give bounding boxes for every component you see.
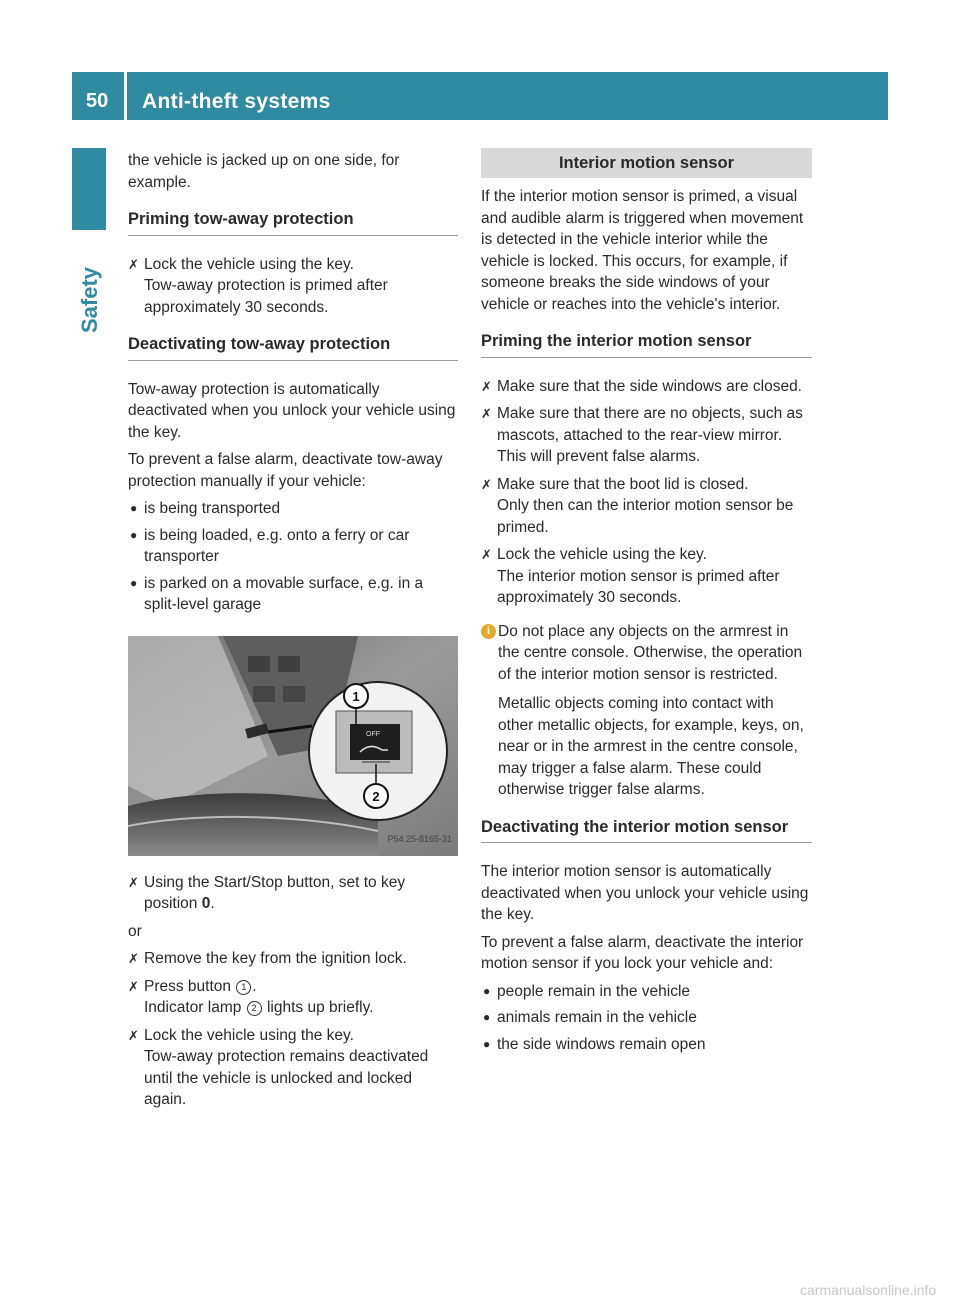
step-text: Press button bbox=[144, 977, 232, 995]
info-icon: i bbox=[481, 624, 496, 639]
callout-2-inline: 2 bbox=[247, 1001, 262, 1016]
arrow-x-icon: ✗ bbox=[481, 378, 492, 394]
note-text: Do not place any objects on the armrest in the centre console. Otherwise, the operation of the interior motion sensor is restricted. bbox=[498, 622, 803, 683]
bullet-r-icon: ● bbox=[130, 527, 138, 542]
list-item-text: people remain in the vehicle bbox=[497, 982, 691, 1000]
callout-2: 2 bbox=[372, 788, 380, 804]
step-item bbox=[128, 1025, 458, 1111]
list-item bbox=[481, 981, 812, 1003]
arrow-x-icon: ✗ bbox=[128, 1027, 139, 1043]
step-text: Using the Start/Stop button, set to key position bbox=[144, 873, 406, 912]
step-text: Make sure that there are no objects, such as mascots, attached to the rear-view mirror. bbox=[497, 405, 803, 444]
bullet-r-icon: ● bbox=[483, 1036, 491, 1051]
step-text: Remove the key from the ignition lock. bbox=[144, 950, 407, 967]
list-item bbox=[128, 525, 458, 568]
step-result: Tow-away protection remains deactivated until the vehicle is unlocked and locked again. bbox=[144, 1048, 429, 1108]
step-result: Indicator lamp bbox=[144, 999, 242, 1016]
list-item-text: is being loaded, e.g. onto a ferry or car transporter bbox=[144, 526, 410, 565]
body-paragraph: To prevent a false alarm, deactivate tow-away protection manually if your vehicle: bbox=[128, 451, 443, 490]
arrow-x-icon: ✗ bbox=[128, 951, 139, 966]
priming-sensor-heading: Priming the interior motion sensor bbox=[481, 331, 812, 358]
step-item: ✗ Using the Start/Stop button, set to key position 0. bbox=[128, 873, 406, 912]
step-item bbox=[128, 976, 458, 1019]
deactivating-sensor-heading: Deactivating the interior motion sensor bbox=[481, 817, 812, 844]
right-column bbox=[481, 150, 812, 1060]
body-paragraph: To prevent a false alarm, deactivate the interior motion sensor if you lock your vehicle and: bbox=[481, 933, 804, 972]
step-result: Only then can the interior motion sensor be primed. bbox=[497, 497, 794, 536]
list-item-text: is being transported bbox=[144, 500, 281, 517]
header-divider bbox=[124, 72, 127, 120]
list-item-text: animals remain in the vehicle bbox=[497, 1009, 697, 1026]
interior-motion-sensor-heading: Interior motion sensor bbox=[481, 148, 812, 178]
arrow-x-icon: ✗ bbox=[128, 256, 139, 272]
arrow-x-icon: ✗ bbox=[481, 476, 492, 492]
step-result: Tow-away protection is primed after approximately 30 seconds. bbox=[144, 277, 388, 316]
side-tab-label: Safety bbox=[77, 266, 102, 334]
step-text: Make sure that the boot lid is closed. bbox=[497, 475, 749, 493]
watermark: carmanualsonline.info bbox=[800, 1282, 937, 1298]
side-tab-block bbox=[72, 148, 106, 230]
priming-tow-away-heading: Priming tow-away protection bbox=[128, 209, 458, 236]
callout-1: 1 bbox=[352, 688, 360, 704]
step-item bbox=[128, 254, 458, 319]
page-title: Anti-theft systems bbox=[142, 90, 331, 113]
step-result: This will prevent false alarms. bbox=[497, 448, 701, 465]
list-item bbox=[481, 1034, 812, 1056]
list-item bbox=[128, 498, 458, 520]
tow-away-button-photo bbox=[128, 636, 458, 856]
deactivating-tow-away-heading: Deactivating tow-away protection bbox=[128, 334, 458, 361]
list-item bbox=[128, 573, 458, 616]
step-result: The interior motion sensor is primed after approximately 30 seconds. bbox=[497, 567, 780, 606]
intro-text: the vehicle is jacked up on one side, for example. bbox=[128, 152, 400, 191]
side-tab bbox=[70, 245, 110, 355]
list-item-text: the side windows remain open bbox=[497, 1035, 706, 1053]
switch-label: OFF bbox=[366, 730, 380, 738]
list-item-text: is parked on a movable surface, e.g. in a split-level garage bbox=[144, 574, 424, 613]
figure-code: P54.25-8165-31 bbox=[387, 834, 452, 844]
step-text: Lock the vehicle using the key. bbox=[497, 546, 707, 563]
photo-illustration bbox=[128, 636, 458, 856]
step-text-end: . bbox=[252, 977, 257, 995]
bullet-r-icon: ● bbox=[130, 501, 138, 515]
step-result: lights up briefly. bbox=[266, 999, 374, 1016]
list-item bbox=[481, 1007, 812, 1029]
step-item bbox=[481, 474, 812, 539]
callout-1-inline: 1 bbox=[236, 980, 251, 995]
step-item bbox=[481, 376, 812, 398]
step-text: Make sure that the side windows are closed. bbox=[497, 377, 802, 395]
arrow-x-icon: ✗ bbox=[481, 406, 492, 421]
bullet-r-icon: ● bbox=[483, 983, 491, 998]
body-paragraph: The interior motion sensor is automatically deactivated when you unlock your vehicle using the key. bbox=[481, 863, 809, 923]
page-number: 50 bbox=[86, 90, 109, 112]
body-paragraph: Tow-away protection is automatically deactivated when you unlock your vehicle using the key. bbox=[128, 380, 456, 441]
info-note bbox=[481, 621, 812, 801]
step-text: Lock the vehicle using the key. bbox=[144, 255, 354, 273]
bullet-r-icon: ● bbox=[130, 575, 138, 590]
note-text: Metallic objects coming into contact with other metallic objects, for example, keys, on, near or in the armrest in the centre console, may trigger a false alarm. These could otherwise trigger false alarms. bbox=[498, 695, 804, 798]
step-item bbox=[128, 948, 458, 970]
step-item bbox=[481, 403, 812, 468]
arrow-x-icon: ✗ bbox=[128, 874, 139, 890]
step-text: Lock the vehicle using the key. bbox=[144, 1026, 354, 1044]
left-column bbox=[128, 150, 458, 1117]
body-paragraph: If the interior motion sensor is primed, a visual and audible alarm is triggered when movement is detected in the vehicle interior while the vehicle is locked. This occurs, for example, if someone breaks the side windows of your vehicle or reaches into the vehicle's interior. bbox=[481, 188, 804, 313]
bullet-r-icon: ● bbox=[483, 1010, 491, 1024]
step-item bbox=[481, 544, 812, 609]
or-text: or bbox=[128, 922, 142, 940]
page-header bbox=[72, 72, 888, 120]
arrow-x-icon: ✗ bbox=[128, 978, 139, 994]
key-position-value: 0 bbox=[201, 895, 211, 912]
arrow-x-icon: ✗ bbox=[481, 547, 492, 562]
